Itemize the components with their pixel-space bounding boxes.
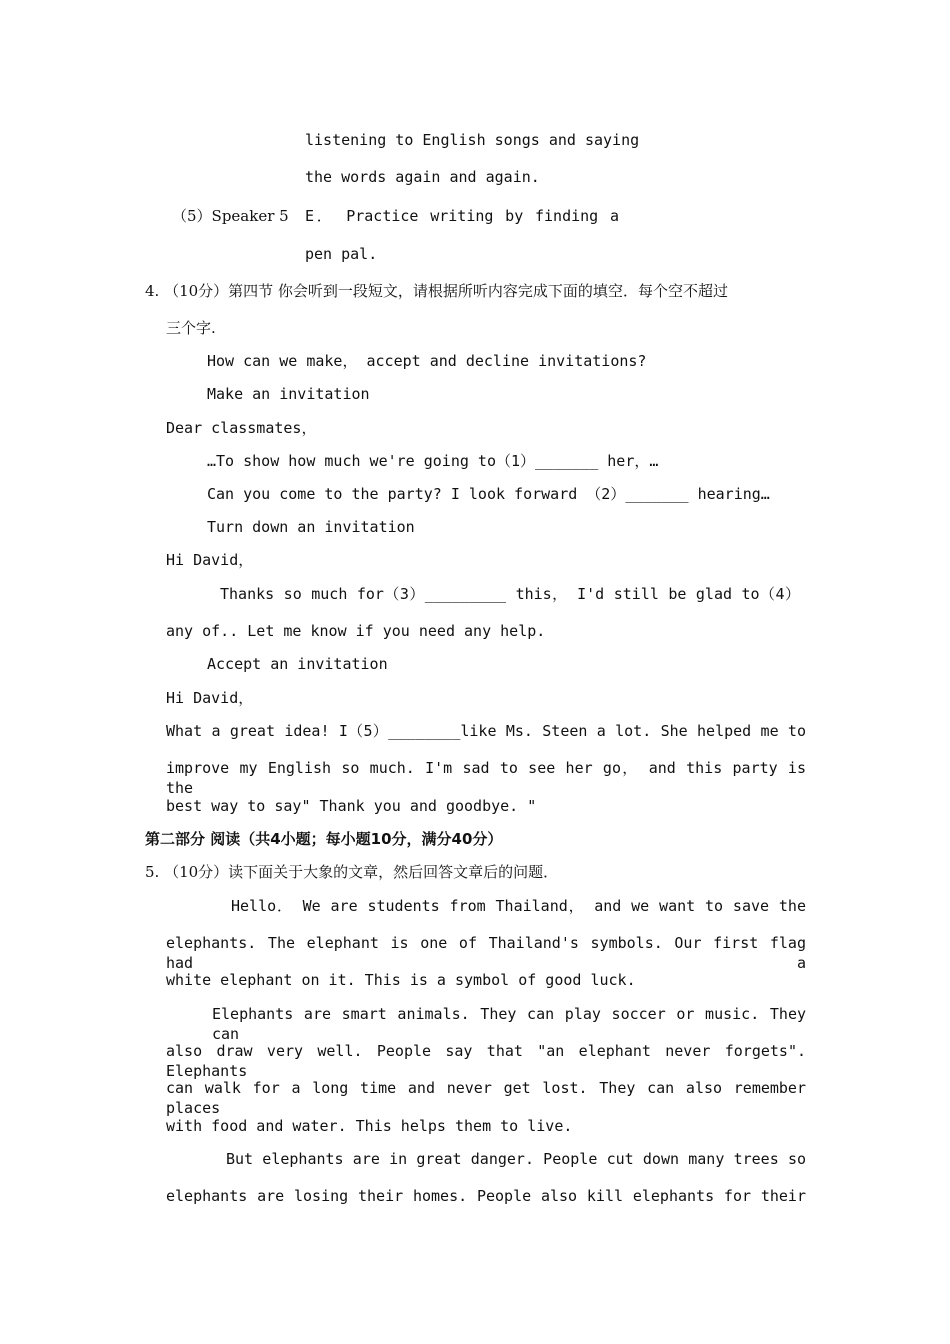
paragraph-line: with food and water. This helps them to live. [166, 1117, 573, 1135]
q3-text-line: listening to English songs and saying [305, 131, 640, 149]
part-2-title: 第二部分 阅读（共4小题；每小题10分，满分40分） [145, 830, 503, 848]
question-4-header-cont: 三个字. [166, 319, 216, 337]
paragraph-line: also draw very well. People say that "an elephant never forgets". Elephants [166, 1042, 806, 1080]
paragraph-line: elephants are losing their homes. People also kill elephants for their [166, 1187, 806, 1205]
paragraph-line: white elephant on it. This is a symbol of good luck. [166, 971, 636, 989]
passage-line: Turn down an invitation [207, 518, 415, 536]
speaker-5-label: （5）Speaker 5 [172, 207, 289, 225]
passage-line: Dear classmates， [166, 419, 317, 437]
paragraph-line: can walk for a long time and never get lost. They can also remember places [166, 1079, 806, 1117]
passage-line: How can we make， accept and decline invitations? [207, 352, 647, 370]
passage-line: Accept an invitation [207, 655, 388, 673]
passage-line: Hi David， [166, 551, 254, 569]
paragraph-line: elephants. The elephant is one of Thailand's symbols. Our first flag had a [166, 934, 806, 972]
passage-line: improve my English so much. I'm sad to see her go， and this party is the [166, 759, 806, 797]
blank-line-3-4: Thanks so much for（3）_________ this， I'd still be glad to（4） [220, 585, 800, 603]
passage-line: any of.. Let me know if you need any help. [166, 622, 546, 640]
question-4-header: 4. （10分）第四节 你会听到一段短文，请根据所听内容完成下面的填空．每个空不超过 [145, 282, 728, 300]
paragraph-line: Hello． We are students from Thailand， and we want to save the [231, 897, 806, 915]
option-e: E． Practice writing by finding a [305, 207, 619, 225]
passage-line: Hi David， [166, 689, 254, 707]
q3-text-line: the words again and again. [305, 168, 540, 186]
paragraph-line: But elephants are in great danger. People cut down many trees so [226, 1150, 806, 1168]
blank-line-1: …To show how much we're going to（1）_______ her，… [207, 452, 659, 470]
paragraph-line: Elephants are smart animals. They can play soccer or music. They can [212, 1005, 806, 1043]
passage-line: Make an invitation [207, 385, 370, 403]
blank-line-5: What a great idea! I（5）________like Ms. Steen a lot. She helped me to [166, 722, 806, 740]
question-5-header: 5. （10分）读下面关于大象的文章，然后回答文章后的问题． [145, 863, 559, 881]
blank-line-2: Can you come to the party? I look forward （2）_______ hearing… [207, 485, 770, 503]
q3-text-line: pen pal. [305, 245, 378, 263]
passage-line: best way to say" Thank you and goodbye. " [166, 797, 537, 815]
